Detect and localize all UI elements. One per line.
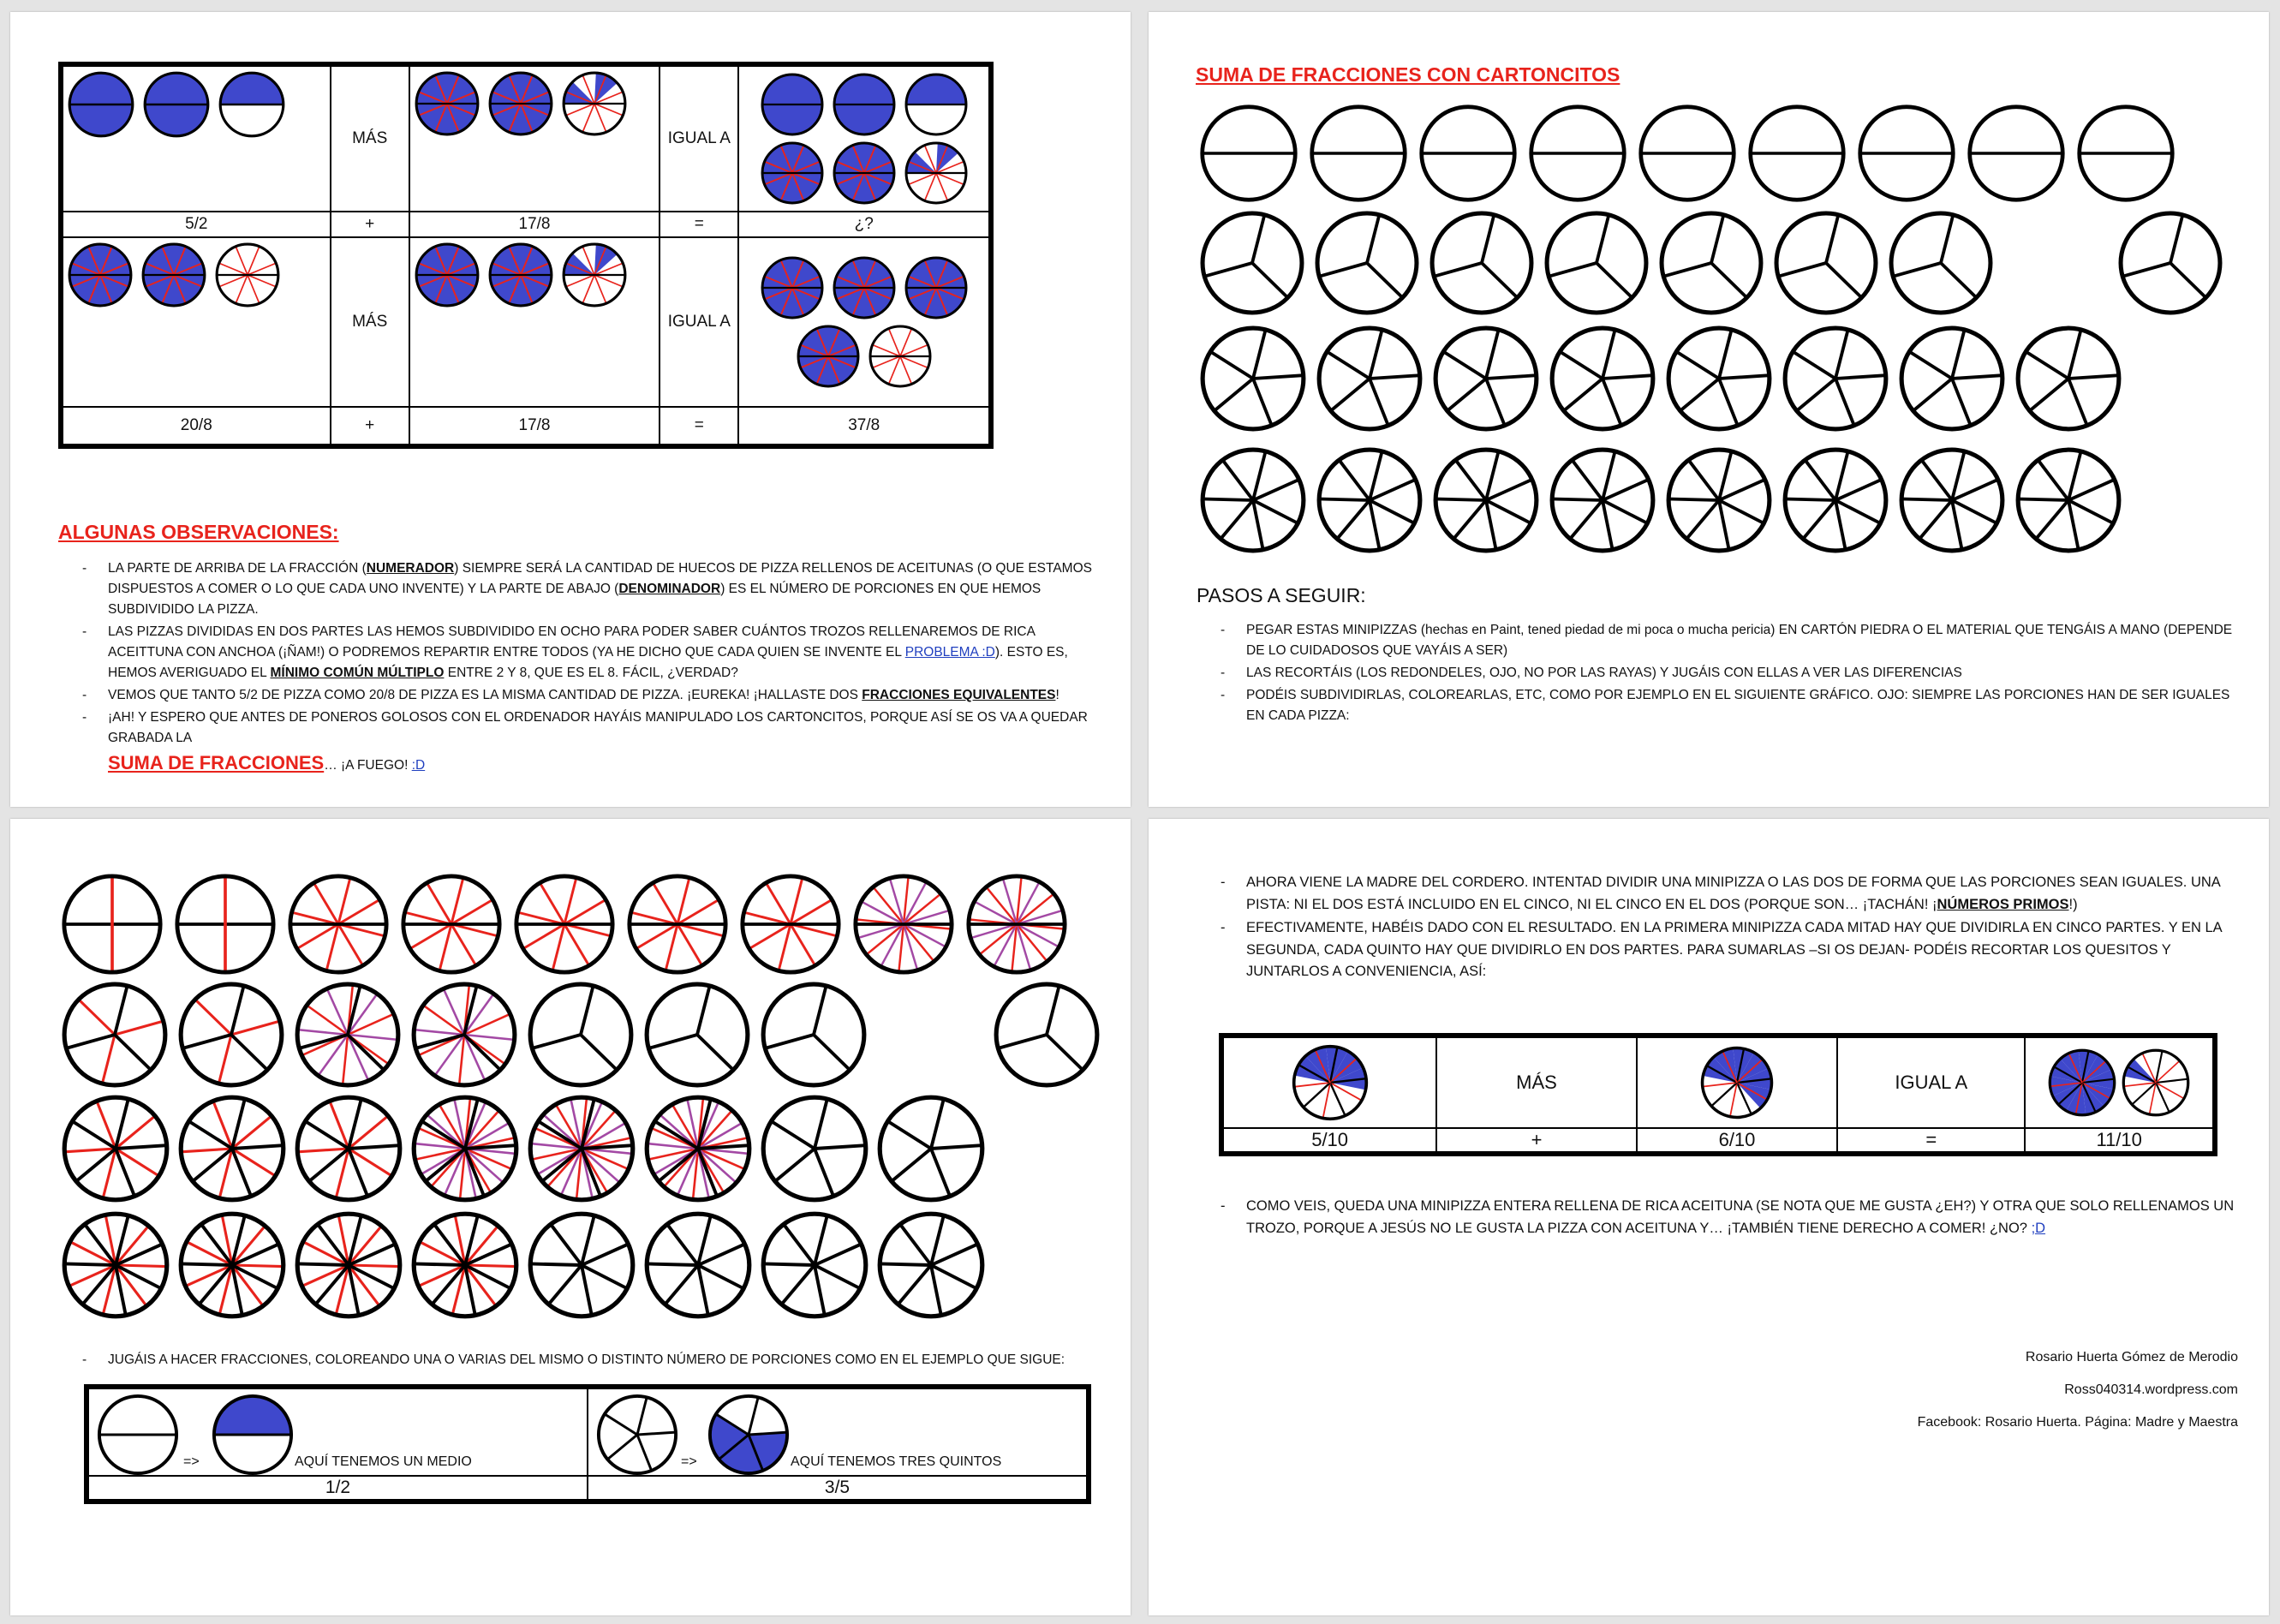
pizza-icon [1198,103,1299,204]
pizza-icon [1897,324,2007,433]
pasos-heading: PASOS A SEGUIR: [1197,584,1366,606]
text: … ¡A FUEGO! [324,758,412,773]
pizza-icon [1699,1045,1775,1120]
pizza-icon [1308,103,1409,204]
pizza-icon [1772,209,1880,317]
signature-facebook: Facebook: Rosario Huerta. Página: Madre y Maestra [1917,1415,2238,1430]
pizza-icon [60,1209,171,1321]
list-item [82,685,1093,706]
pizza-icon [707,1393,791,1477]
keyword-mcm: MÍNIMO COMÚN MÚLTIPLO [270,666,445,681]
pizza-icon [760,72,825,137]
text: ENTRE 2 Y 8, QUE ES EL 8. FÁCIL, ¿VERDAD? [444,666,738,681]
igual-a-label-3: IGUAL A [1837,1036,2025,1128]
pizza-icon [293,1209,404,1321]
list-item [82,558,1093,620]
pizza-icon [759,1209,870,1321]
pizza-icon [875,1093,987,1204]
list-item: - LAS RECORTÁIS (LOS REDONDELES, OJO, NO POR LAS RAYAS) Y JUGÁIS CON ELLAS A VER LAS DIFERENCIAS [1221,663,2240,684]
pizza-icon [1313,209,1421,317]
pizza-icon [1966,103,2067,204]
pizza-icon [868,324,933,389]
pizza-icon [759,980,868,1090]
pizza-icon [2014,324,2123,433]
cartoncitos-heading: SUMA DE FRACCIONES CON CARTONCITOS [1196,63,1620,86]
frac-3-5: 3/5 [588,1476,1089,1502]
mas-label: MÁS [331,64,409,212]
pizza-icon [760,255,825,320]
pizza-icon [1781,445,1890,555]
pizza-icon [561,242,628,308]
pizza-icon [1543,209,1650,317]
pizza-icon [595,1393,679,1477]
pizza-icon [796,324,861,389]
pizza-icon [1428,209,1536,317]
pizza-icon [1418,103,1519,204]
fifths-empty-pizza [595,1393,679,1482]
pizza-row-fifths [1198,324,2123,433]
pizza-icon [904,255,969,320]
pizza-icon [642,1209,754,1321]
plus-sign-2: + [331,407,409,446]
text: ! [1055,688,1059,703]
page-3 [10,819,1131,1615]
pizza-icon [642,980,752,1090]
arrow-2: => [681,1454,697,1469]
pizza-icon [176,1093,288,1204]
frac-5-10: 5/10 [1221,1128,1436,1154]
pizza-icon [526,980,636,1090]
pizza-icon [414,70,480,137]
pizza-icon [1897,445,2007,555]
keyword-equivalentes: FRACCIONES EQUIVALENTES [862,688,1056,703]
pizza-icon [512,872,617,976]
pizza-icon [1527,103,1628,204]
quintos-cell [588,1387,1089,1476]
pizza-icon [60,1093,171,1204]
quintos-caption: AQUÍ TENEMOS TRES QUINTOS [791,1454,1002,1469]
cell-20-8-pizzas [61,237,331,407]
frac-11-10: 11/10 [2025,1128,2215,1154]
keyword-suma: SUMA DE FRACCIONES [108,752,325,774]
mas-label-2: MÁS [331,237,409,407]
pizza-icon [218,70,286,139]
text: ¡AH! Y ESPERO QUE ANTES DE PONEROS GOLOSOS CON EL ORDENADOR HAYÁIS MANIPULADO LOS CARTONCITOS, PORQUE ASÍ SE OS VA A QUEDAR GRABADA LA [108,710,1088,746]
pizza-icon [176,980,286,1090]
pizza-icon [832,140,897,206]
pizza-row-thirds [1198,209,2224,317]
pizza-icon [1315,324,1424,433]
pizza-icon [409,980,519,1090]
pizza-icon [211,1393,295,1477]
pizza-icon [176,1209,288,1321]
pizza-icon [414,242,480,308]
list-item [1221,1196,2245,1239]
pizza-icon [760,140,825,206]
text: ) ES EL NÚMERO DE PORCIONES EN QUE HEMOS SUBDIVIDIDO LA PIZZA. [108,582,1042,618]
text: LAS PIZZAS DIVIDIDAS EN DOS PARTES LAS HEMOS SUBDIVIDIDO EN OCHO PARA PODER SABER CUÁNTOS TROZOS RELLENAREMOS DE RICA ACEITTUNA CON ANCHOA (¡ÑAM!) O PODREMOS REPARTIR ENTRE TODOS (YA HE DICHO QUE CADA QUIEN SE INVENTE EL [108,624,1036,660]
page-4 [1149,819,2269,1615]
pizza-icon [67,70,135,139]
frac-1-2: 1/2 [87,1476,588,1502]
example-table [84,1384,1091,1504]
mas-label-3: MÁS [1436,1036,1637,1128]
pizza-icon [293,1093,404,1204]
conclusion-list [1221,1196,2245,1241]
pizza-icon [2116,209,2224,317]
pizza-row-halves [1198,103,2176,204]
pizza-icon [1548,324,1657,433]
pizza-icon [832,255,897,320]
pizza-icon [1856,103,1957,204]
igual-a-label: IGUAL A [660,64,738,212]
half-empty-pizza [96,1393,180,1482]
equals-sign-2: = [660,407,738,446]
list-item [82,708,1093,778]
pizza-icon [60,980,170,1090]
list-item: - JUGÁIS A HACER FRACCIONES, COLOREANDO UNA O VARIAS DEL MISMO O DISTINTO NÚMERO DE PORCIONES COMO EN EL EJEMPLO QUE SIGUE: [82,1350,1110,1370]
plus-sign-3: + [1436,1128,1637,1154]
pizza-icon [904,72,969,137]
pizza-icon [2047,1048,2117,1118]
pizza-icon [67,242,134,308]
equals-sign: = [660,212,738,237]
text: ). ESTO ES, HEMOS AVERIGUADO EL [108,645,1068,681]
smiley-link[interactable]: :D [411,758,426,773]
list-item: - EFECTIVAMENTE, HABÉIS DADO CON EL RESULTADO. EN LA PRIMERA MINIPIZZA CADA MITAD HAY QUE DIVIDIRLA EN CINCO PARTES. Y EN LA SEGUNDA, CADA QUINTO HAY QUE DIVIDIRLO EN DOS PARTES. PARA SUMARLAS –SI OS DEJAN- PODÉIS RECORTAR LOS QUESITOS Y JUNTARLOS A CONVENIENCIA, ASÍ: [1221,917,2245,983]
frac-20-8: 20/8 [61,407,331,446]
pizza-icon [1664,445,1774,555]
pizza-icon [1198,445,1308,555]
page-2 [1149,12,2269,807]
pizza-icon [1887,209,1995,317]
text: LA PARTE DE ARRIBA DE LA FRACCIÓN ( [108,561,367,576]
medio-caption: AQUÍ TENEMOS UN MEDIO [295,1454,472,1469]
pizza-icon [173,872,278,976]
pizza-icon [964,872,1069,976]
cordero-list [1221,872,2245,985]
cell-17-8-pizzas [409,64,660,212]
pizza-icon [642,1093,754,1204]
fraction-table-1 [58,62,994,449]
pizza-icon [286,872,391,976]
pizza-icon [759,1093,870,1204]
text: !) [2068,896,2078,912]
igual-a-label-2: IGUAL A [660,237,738,407]
list-item: - PEGAR ESTAS MINIPIZZAS (hechas en Paint, tened piedad de mi poca o mucha pericia) EN CARTÓN PIEDRA O EL MATERIAL QUE TENGÁIS A MANO (DEPENDE DE LO CUIDADOSOS QUE VAYÁIS A SER) [1221,620,2240,661]
pizza-row-3 [60,1093,987,1204]
pizza-icon [904,140,969,206]
pizza-icon [1781,324,1890,433]
equals-sign-3: = [1837,1128,2025,1154]
list-item [82,622,1093,684]
pizza-icon [738,872,843,976]
pizza-icon [992,980,1101,1090]
frac-5-2: 5/2 [61,212,331,237]
pizza-icon [487,70,554,137]
pizza-icon [140,242,207,308]
frac-unknown: ¿? [738,212,991,237]
pizza-icon [214,242,281,308]
pasos-list [1221,620,2240,728]
medio-cell [87,1387,588,1476]
pizza-icon [1637,103,1738,204]
pizza-icon [526,1093,637,1204]
pizza-icon [1657,209,1765,317]
cell-5-2-pizzas [61,64,331,212]
keyword-primos: NÚMEROS PRIMOS [1937,896,2069,912]
cell-6-10-pizza [1637,1036,1837,1128]
page-1 [10,12,1131,807]
tenths-table [1219,1033,2217,1156]
pizza-row-4 [60,1209,987,1321]
keyword-numerador: NUMERADOR [366,561,455,576]
pizza-icon [1291,1043,1370,1122]
pizza-icon [1198,324,1308,433]
cell-5-10-pizza [1221,1036,1436,1128]
pizza-row-1 [60,872,1069,976]
text: AHORA VIENE LA MADRE DEL CORDERO. INTENTAD DIVIDIR UNA MINIPIZZA O LAS DOS DE FORMA QUE LAS PORCIONES SEAN IGUALES. UNA PISTA: NI EL DOS ESTÁ INCLUIDO EN EL CINCO, NI EL CINCO EN EL DOS (PORQUE SON… ¡TACHÁN! ¡ [1246,875,2220,912]
pizza-row-2 [60,980,1101,1090]
pizza-icon [409,1209,521,1321]
pizza-icon [142,70,211,139]
pizza-icon [1431,445,1541,555]
text: VEMOS QUE TANTO 5/2 DE PIZZA COMO 20/8 DE PIZZA ES LA MISMA CANTIDAD DE PIZZA. ¡EUREKA! ¡HALLASTE DOS [108,688,862,703]
list-item [1221,872,2245,916]
signature-name: Rosario Huerta Gómez de Merodio [2025,1350,2238,1364]
pizza-icon [487,242,554,308]
pizza-icon [875,1209,987,1321]
pizza-icon [561,70,628,137]
pizza-icon [2121,1048,2191,1118]
pizza-icon [2075,103,2176,204]
cell-17-8-pizzas-2 [409,237,660,407]
keyword-denominador: DENOMINADOR [618,582,721,597]
pizza-icon [293,980,403,1090]
pizza-icon [409,1093,521,1204]
pizza-row-sevenths [1198,445,2123,555]
pizza-icon [851,872,956,976]
fracciones-list [82,1350,1110,1372]
plus-sign: + [331,212,409,237]
cell-11-10-pizzas [2025,1036,2215,1128]
text: COMO VEIS, QUEDA UNA MINIPIZZA ENTERA RELLENA DE RICA ACEITUNA (SE NOTA QUE ME GUSTA ¿EH?) Y OTRA QUE SOLO RELLENAMOS UN TROZO, PORQUE A JESÚS NO LE GUSTA LA PIZZA CON ACEITUNA Y… ¡TAMBIÉN TIENE DERECHO A COMER! ¿NO? [1246,1198,2235,1236]
pizza-icon [1315,445,1424,555]
pizza-icon [1431,324,1541,433]
pizza-icon [2014,445,2123,555]
pizza-icon [1548,445,1657,555]
frac-37-8: 37/8 [738,407,991,446]
three-fifths-pizza [707,1393,791,1482]
cell-37-8-pizzas [738,237,991,407]
wink-link[interactable]: ;D [2031,1220,2046,1236]
pizza-icon [1664,324,1774,433]
frac-6-10: 6/10 [1637,1128,1837,1154]
text: ) SIEMPRE SERÁ LA CANTIDAD DE HUECOS DE PIZZA RELLENOS DE ACEITUNAS (O QUE ESTAMOS DISPUESTOS A COMER O LO QUE CADA UNO INVENTE) Y LA PARTE DE ABAJO ( [108,561,1092,597]
frac-17-8: 17/8 [409,212,660,237]
cell-result-pizzas [738,64,991,212]
pizza-icon [96,1393,180,1477]
arrow-1: => [183,1454,200,1469]
half-filled-pizza [211,1393,295,1482]
problema-link[interactable]: PROBLEMA :D [904,645,995,660]
observations-list [82,558,1093,779]
pizza-icon [399,872,504,976]
frac-17-8-2: 17/8 [409,407,660,446]
pizza-icon [1746,103,1847,204]
list-item: - PODÉIS SUBDIVIDIRLAS, COLOREARLAS, ETC, COMO POR EJEMPLO EN EL SIGUIENTE GRÁFICO. OJO: SIEMPRE LAS PORCIONES HAN DE SER IGUALES EN CADA PIZZA: [1221,685,2240,726]
pizza-icon [526,1209,637,1321]
pizza-icon [1198,209,1306,317]
observations-heading: ALGUNAS OBSERVACIONES: [58,521,339,543]
pizza-icon [625,872,730,976]
pizza-icon [60,872,164,976]
pizza-icon [832,72,897,137]
signature-blog[interactable]: Ross040314.wordpress.com [2064,1382,2238,1397]
